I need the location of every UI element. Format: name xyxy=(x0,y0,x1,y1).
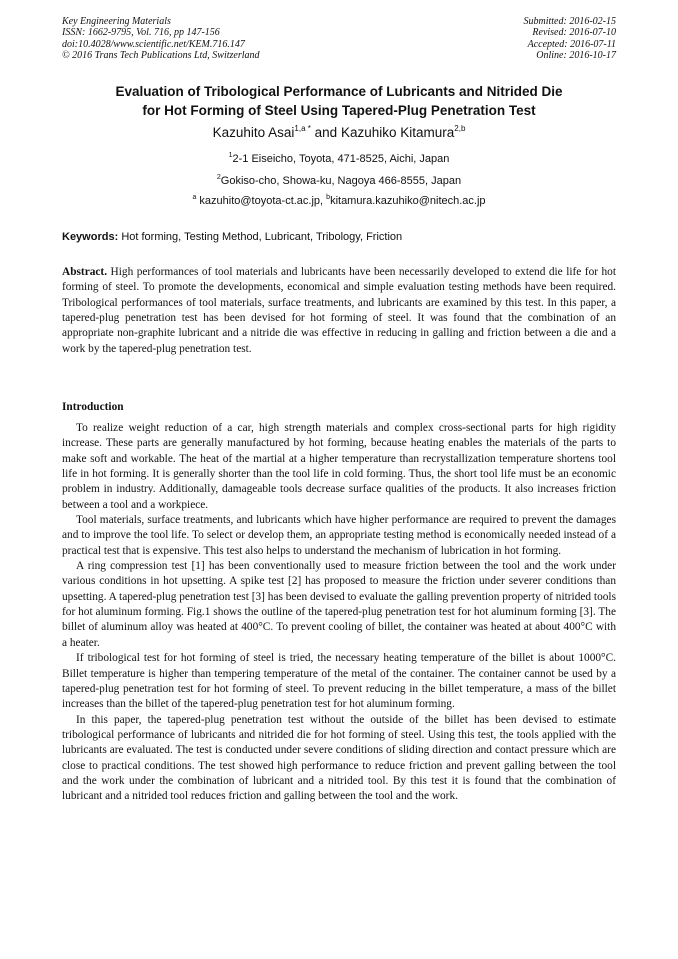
author-1-affiliation-mark: 1,a * xyxy=(294,124,311,133)
affiliation-1-address: 2-1 Eiseicho, Toyota, 471-8525, Aichi, Japan xyxy=(232,153,450,165)
abstract-label: Abstract. xyxy=(62,266,108,278)
email-a-mark: a xyxy=(192,194,197,201)
affiliation-2 xyxy=(62,174,616,188)
accepted-date: Accepted: 2016-07-11 xyxy=(527,38,616,50)
author-2-affiliation-mark: 2,b xyxy=(454,124,466,133)
affiliation-2-mark: 2 xyxy=(216,174,221,181)
online-date: Online: 2016-10-17 xyxy=(536,49,616,61)
intro-paragraph-2: Tool materials, surface treatments, and lubricants which have higher performance are required to prevent the damages and to improve the tool life. To select or develop them, an appropriate testing method is economically needed instead of a practical test that is expensive. This test also helps to understand the mechanism of lubrication in hot forming. xyxy=(62,514,616,557)
doi[interactable]: doi:10.4028/www.scientific.net/KEM.716.147 xyxy=(62,38,245,50)
journal-info xyxy=(62,16,260,61)
intro-paragraph-5: In this paper, the tapered-plug penetration test without the outside of the billet has been devised to estimate tribological performance of lubricants and nitrided die for hot forming of steel. Using this test, the tools applied with the lubricants are evaluated. The test is conducted under severe conditions of sliding direction and contact pressure which are close to practical conditions. The test showed high performance to reduce friction and prevent galling between the tool and the work under the combination of lubricant and a nitrided tool. By this test it is found that the combination of lubricant and a nitrided tool reduces friction and galling between the tool and the work. xyxy=(62,713,616,803)
issn-volume: ISSN: 1662-9795, Vol. 716, pp 147-156 xyxy=(62,27,220,39)
email-b-mark: b xyxy=(326,194,331,201)
abstract-paragraph xyxy=(62,265,616,357)
email-b[interactable]: kitamura.kazuhiko@nitech.ac.jp xyxy=(330,195,486,207)
title-line-2: for Hot Forming of Steel Using Tapered-Plug Penetration Test xyxy=(142,103,536,118)
revised-date: Revised: 2016-07-10 xyxy=(532,27,616,39)
author-2: Kazuhiko Kitamura xyxy=(340,125,455,140)
copyright: © 2016 Trans Tech Publications Ltd, Switzerland xyxy=(62,49,260,61)
affiliation-1-mark: 1 xyxy=(228,152,233,159)
keywords-text: Hot forming, Testing Method, Lubricant, Tribology, Friction xyxy=(121,231,403,243)
intro-paragraph-4: If tribological test for hot forming of steel is tried, the necessary heating temperature of the billet is about 1000°C. Billet temperature is higher than tempering temperature of the metal of the container. The container cannot be used by a tapered-plug penetration test for hot forming of steel. To prevent reducing in the billet temperature, a mass of the billet increases than the billet of the tapered-plug penetration test for hot aluminum forming. xyxy=(62,652,616,711)
author-conjunction: and xyxy=(314,125,338,140)
abstract xyxy=(62,265,616,357)
intro-paragraph-3: A ring compression test [1] has been conventionally used to measure friction between the tool and the work under various conditions in hot upsetting. A spike test [2] has proposed to measure the friction under severer conditions than upsetting. A tapered-plug penetration test [3] has been devised to evaluate the galling prevention property of nitrided tools for hot aluminum forming. Fig.1 shows the outline of the tapered-plug penetration test for hot aluminum forming [3]. The billet of aluminum alloy was heated at 400°C. To prevent cooling of billet, the container was heated at about 400°C with a heater. xyxy=(62,560,616,649)
author-emails xyxy=(62,194,616,208)
paper-title xyxy=(62,82,616,120)
abstract-text: High performances of tool materials and lubricants have been necessarily developed to extend die life for hot forming of steel. To promote the developments, economical and simple evaluation testing methods have been required. Tribological performances of tool materials, surface treatments, and lubricants are examined by this test. In this paper, a tapered-plug penetration test has been devised for hot forming of steel. It was found that the combination of an appropriate non-graphite lubricant and a nitride die was effective in reducing in galling and friction between a die and a work by the tapered-plug penetration test. xyxy=(62,266,616,355)
submitted-date: Submitted: 2016-02-15 xyxy=(523,16,616,27)
email-a[interactable]: kazuhito@toyota-ct.ac.jp, xyxy=(199,195,324,207)
journal-name: Key Engineering Materials xyxy=(62,16,171,27)
publication-dates xyxy=(524,16,617,61)
intro-paragraph-1: To realize weight reduction of a car, high strength materials and complex cross-sectional parts for high rigidity increase. These parts are generally manufactured by hot forming, because heating enables the materials of the parts to make soft and workable. The heat of the martial at a higher temperature than recrystallization temperature shortens tool life in hot forming. It is generally shorter than the tool life in cold forming. Thus, the short tool life must be an economic problem in industry. Additionally, damageable tools decrease surface qualities of the products. It also increases friction between a tool and a workpiece. xyxy=(62,422,616,511)
introduction-heading: Introduction xyxy=(62,401,124,413)
author-list xyxy=(62,124,616,142)
introduction-body xyxy=(62,421,616,805)
keywords-label: Keywords: xyxy=(62,231,119,243)
title-line-1: Evaluation of Tribological Performance of Lubricants and Nitrided Die xyxy=(115,84,563,99)
affiliation-1 xyxy=(62,152,616,166)
author-1: Kazuhito Asai xyxy=(212,125,295,140)
affiliation-2-address: Gokiso-cho, Showa-ku, Nagoya 466-8555, Japan xyxy=(220,175,462,187)
keywords xyxy=(62,230,616,244)
